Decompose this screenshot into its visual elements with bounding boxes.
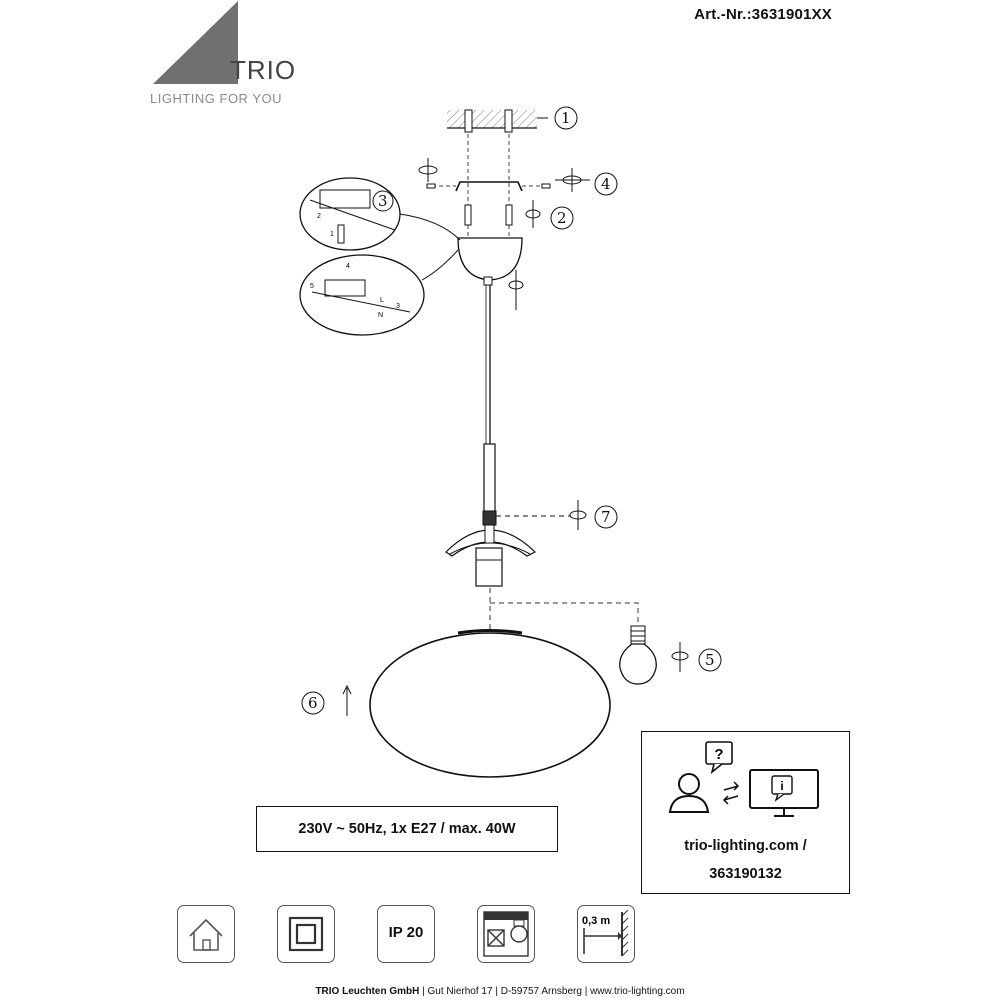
svg-text:2: 2 xyxy=(317,213,321,220)
step-3-label: 3 xyxy=(378,192,388,210)
ip-rating-text: IP 20 xyxy=(388,924,424,941)
distance-icon xyxy=(578,906,634,962)
monitor-icon xyxy=(750,770,818,816)
svg-text:5: 5 xyxy=(310,283,314,290)
double-insulation-icon xyxy=(278,906,334,962)
support-url[interactable]: trio-lighting.com / xyxy=(684,838,807,854)
glass-shade xyxy=(370,633,610,777)
ip-rating-symbol xyxy=(377,905,435,963)
electrical-spec-box xyxy=(256,806,558,852)
wiring-detail-a xyxy=(300,178,460,250)
article-number: Art.-Nr.:3631901XX xyxy=(694,6,832,23)
house-icon xyxy=(178,906,234,962)
support-illustration xyxy=(642,732,849,832)
person-icon xyxy=(670,774,708,812)
nut xyxy=(483,511,496,525)
step-2-label: 2 xyxy=(557,209,567,227)
info-mark: i xyxy=(780,779,784,793)
rod xyxy=(484,444,495,512)
bulb-guide xyxy=(490,588,638,630)
protection-class-2-symbol xyxy=(277,905,335,963)
support-code: 363190132 xyxy=(709,866,782,882)
step-6-label: 6 xyxy=(308,694,318,712)
lamp-socket xyxy=(476,548,502,586)
ceiling xyxy=(447,110,548,128)
logo-tagline: LIGHTING FOR YOU xyxy=(150,91,282,106)
footer xyxy=(0,986,1000,997)
step-5-label: 5 xyxy=(705,651,715,669)
mount-guides xyxy=(432,134,544,238)
logo-name: TRIO xyxy=(230,55,297,85)
step-1-label: 1 xyxy=(561,109,571,127)
footer-sep: | xyxy=(584,986,588,997)
question-mark: ? xyxy=(714,746,724,763)
canopy xyxy=(458,238,522,280)
footer-sep: | xyxy=(422,986,425,997)
no-cover-symbol xyxy=(477,905,535,963)
footer-sep: | xyxy=(495,986,498,997)
step-4-label: 4 xyxy=(601,175,611,193)
electrical-spec-text: 230V ~ 50Hz, 1x E27 / max. 40W xyxy=(298,821,516,837)
footer-company: TRIO Leuchten GmbH xyxy=(315,986,420,997)
indoor-use-symbol xyxy=(177,905,235,963)
distance-label: 0,3 m xyxy=(582,915,611,927)
step-7-label: 7 xyxy=(601,508,611,526)
light-bulb xyxy=(620,626,657,684)
screws xyxy=(465,205,512,225)
exchange-arrows-icon xyxy=(724,782,738,804)
info-box xyxy=(641,731,850,894)
footer-address: Gut Nierhof 17 xyxy=(427,986,493,997)
svg-text:1: 1 xyxy=(330,231,334,238)
minimum-distance-symbol xyxy=(577,905,635,963)
svg-text:3: 3 xyxy=(396,303,400,310)
svg-text:L: L xyxy=(380,297,384,304)
no-insulation-cover-icon xyxy=(478,906,534,962)
footer-city: D-59757 Arnsberg xyxy=(500,986,582,997)
footer-web[interactable]: www.trio-lighting.com xyxy=(590,986,685,997)
svg-text:4: 4 xyxy=(346,263,350,270)
wiring-detail-b xyxy=(300,250,458,335)
svg-text:N: N xyxy=(378,312,384,319)
